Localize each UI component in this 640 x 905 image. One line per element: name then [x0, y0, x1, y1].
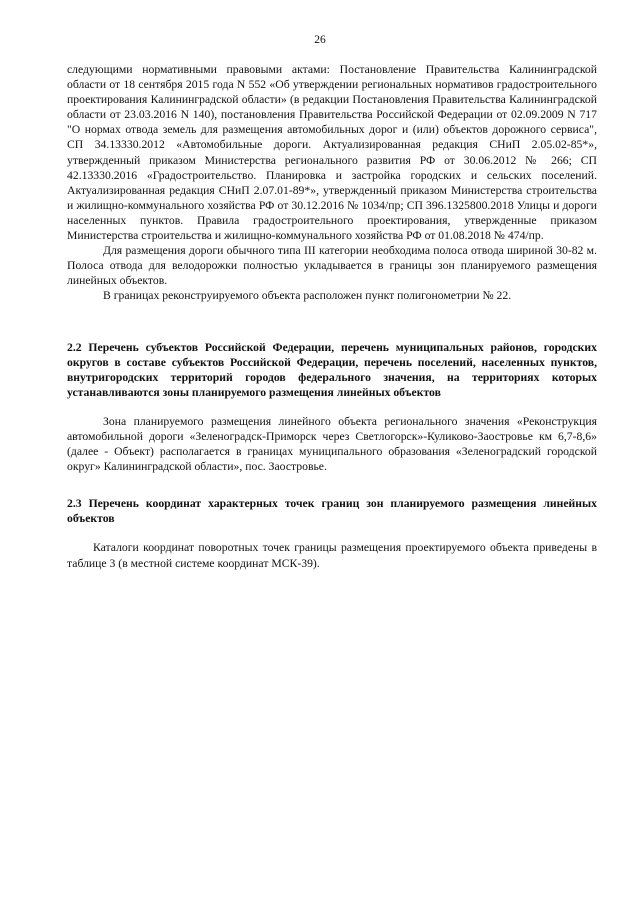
spacer — [67, 400, 597, 414]
section-heading-2-2: 2.2 Перечень субъектов Российской Федерации, перечень муниципальных районов, городских округов в составе субъектов Российской Федерации, перечень поселений, населенных пунктов, внутригородских территорий городов федерального значения, на территориях которых устанавливаются зоны планируемого размещения линейных объектов — [67, 340, 597, 399]
section-heading-2-3: 2.3 Перечень координат характерных точек границ зон планируемого размещения линейных объектов — [67, 497, 597, 526]
document-body — [67, 62, 597, 571]
page-number: 26 — [314, 34, 326, 46]
body-paragraph-coordinates: Каталоги координат поворотных точек границы размещения проектируемого объекта приведены в таблице 3 (в местной системе координат МСК-39). — [67, 541, 597, 570]
body-paragraph-polygonometry: В границах реконструируемого объекта расположен пункт полигонометрии № 22. — [103, 289, 512, 303]
body-paragraph-regulations: следующими нормативными правовыми актами: Постановление Правительства Калининградской области от 18 сентября 2015 года N 552 «Об утверждении региональных нормативов градостроительного проектирования Калининградской области» (в редакции Постановления Правительства Калининградской области от 23.03.2016 N 140), постановления Правительства Российской Федерации от 02.09.2009 N 717 "О нормах отвода земель для размещения автомобильных дорог и (или) объектов дорожного сервиса", СП 34.13330.2012 «Автомобильные дороги. Актуализированная редакция СНиП 2.05.02-85*», утвержденный приказом Министерства регионального развития РФ от 30.06.2012 № 266; СП 42.13330.2016 «Градостроительство. Планировка и застройка городских и сельских поселений. Актуализированная редакция СНиП 2.07.01-89*», утвержденный приказом Министерства строительства и жилищно-коммунального хозяйства РФ от 30.12.2016 № 1034/пр; СП 396.1325800.2018 Улицы и дороги населенных пунктов. Правила градостроительного проектирования, утвержденные приказом Министерства строительства и жилищно-коммунального хозяйства РФ от 01.08.2018 № 474/пр. — [67, 63, 597, 243]
spacer — [67, 526, 597, 540]
spacer — [67, 474, 597, 496]
body-paragraph-right-of-way: Для размещения дороги обычного типа III категории необходима полоса отвода шириной 30-82 м. Полоса отвода для велодорожки полностью укладывается в границы зон планируемого размещения линейных объектов. — [67, 244, 597, 288]
spacer — [67, 304, 597, 340]
body-paragraph-zone-location: Зона планируемого размещения линейного объекта регионального значения «Реконструкция автомобильной дороги «Зеленоградск-Приморск через Светлогорск»-Куликово-Заостровье км 6,7-8,6» (далее - Объект) располагается в границах муниципального образования «Зеленоградский городской округ» Калининградской области», пос. Заостровье. — [67, 414, 597, 474]
